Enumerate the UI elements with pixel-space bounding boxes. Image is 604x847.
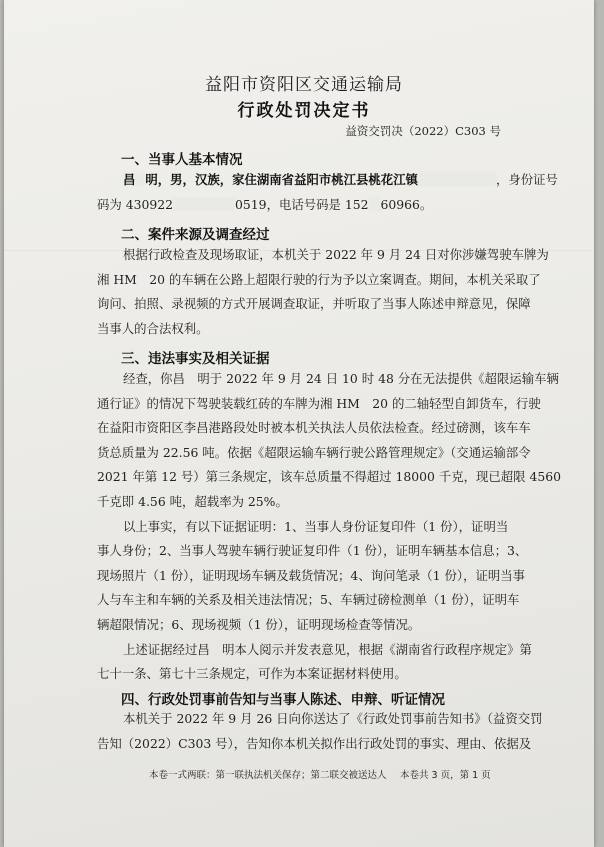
section-4-heading: 四、行政处罚事前告知与当事人陈述、申辩、听证情况 xyxy=(121,692,445,708)
section-3-body xyxy=(97,367,562,687)
text-line: 2021 年第 12 号）第三条规定，该车总质量不得超过 18000 千克，现已超限 4560 xyxy=(97,469,562,485)
redaction-mask xyxy=(173,197,235,211)
text-line: 人与车主和车辆的关系及相关违法情况；5、车辆过磅检测单（1 份），证明车 xyxy=(97,592,520,608)
text-line: 湘 HM 20 的车辆在公路上超限行驶的行为予以立案调查。期间，本机关采取了 xyxy=(97,271,541,287)
text-line: 现场照片（1 份），证明现场车辆及载货情况；4、询问笔录（1 份），证明当事 xyxy=(97,567,526,583)
text-line: 辆超限情况；6、现场视频（1 份），证明现场检查等情况。 xyxy=(97,616,421,632)
section-2-body xyxy=(97,243,549,341)
section-2-heading: 二、案件来源及调查经过 xyxy=(121,227,270,243)
section-3-heading: 三、违法事实及相关证据 xyxy=(121,351,270,367)
footer-copy-note: 本卷一式两联：第一联执法机关保存；第二联交被送达人 xyxy=(149,770,387,781)
text-line: 告知（2022）C303 号），告知你本机关拟作出行政处罚的事实、理由、依据及 xyxy=(97,735,532,751)
section-1-body xyxy=(97,168,558,217)
text-line: 询问、拍照、录视频的方式开展调查取证，并听取了当事人陈述申辩意见，保障 xyxy=(97,296,531,312)
text-line: 事人身份；2、当事人驾驶车辆行驶证复印件（1 份），证明车辆基本信息；3、 xyxy=(97,543,528,559)
redaction-mask xyxy=(418,172,496,186)
footer-page-number: 本卷共 3 页，第 1 页 xyxy=(400,770,491,781)
text-line: 根据行政检查及现场取证，本机关于 2022 年 9 月 24 日对你涉嫌驾驶车牌为 xyxy=(123,247,549,262)
text-line: 经查，你昌 明于 2022 年 9 月 24 日 10 时 48 分在无法提供《超限运输车辆 xyxy=(123,371,559,386)
text-line: 以上事实，有以下证据证明：1、当事人身份证复印件（1 份），证明当 xyxy=(123,518,509,534)
text-line: 在益阳市资阳区李昌港路段处时被本机关执法人员依法检查。经过磅测，该车车 xyxy=(97,420,531,436)
text-line: 通行证》的情况下驾驶装载红砖的车牌为湘 HM 20 的二轴轻型自卸货车，行驶 xyxy=(97,395,541,411)
text-line: 当事人的合法权利。 xyxy=(97,320,209,336)
issuing-authority: 益阳市资阳区交通运输局 xyxy=(205,75,403,95)
document-page xyxy=(4,0,594,847)
text-line: 货总质量为 22.56 吨。依据《超限运输车辆行驶公路管理规定》（交通运输部令 xyxy=(97,444,531,460)
redaction-mask xyxy=(135,172,145,186)
section-4-body xyxy=(97,707,543,756)
document-number: 益资交罚决（2022）C303 号 xyxy=(345,124,501,138)
document-title: 行政处罚决定书 xyxy=(237,101,371,121)
text-line: 七十一条、第七十三条规定，可作为本案证据材料使用。 xyxy=(97,666,407,682)
text-line: 千克即 4.56 吨，超载率为 25%。 xyxy=(97,493,288,509)
redaction-mask xyxy=(369,197,381,211)
text-line: 本机关于 2022 年 9 月 26 日向你送达了《行政处罚事前告知书》（益资交罚 xyxy=(123,711,543,726)
section-1-heading: 一、当事人基本情况 xyxy=(121,152,243,168)
party-info-line-1: 昌 明，男，汉族，家住湖南省益阳市桃江县桃花江镇 ，身份证号 xyxy=(123,172,558,187)
text-line: 上述证据经过昌 明本人阅示并发表意见，根据《湖南省行政程序规定》第 xyxy=(123,641,532,657)
party-info-line-2: 码为 430922 0519，电话号码是 152 60966。 xyxy=(97,196,433,212)
